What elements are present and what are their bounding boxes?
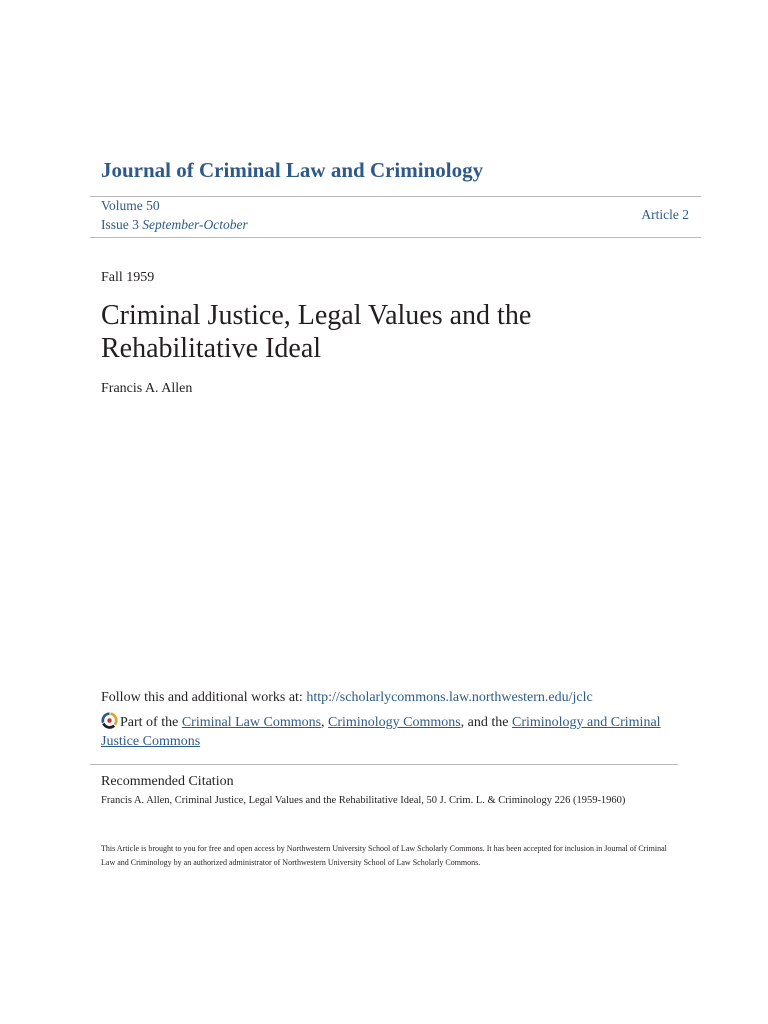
issue-link[interactable]: [101, 217, 248, 233]
issue-season: September-October: [142, 217, 248, 232]
volume-link[interactable]: Volume 50: [101, 198, 160, 213]
header-bottom-rule: [90, 237, 701, 238]
article-title: Criminal Justice, Legal Values and the Rehabilitative Ideal: [101, 300, 532, 364]
follow-url-link[interactable]: http://scholarlycommons.law.northwestern.edu/jclc: [306, 690, 593, 705]
part-of-sep2: , and the: [460, 715, 512, 730]
criminal-law-commons-link[interactable]: Criminal Law Commons: [181, 715, 322, 730]
citation-rule: [90, 764, 678, 765]
follow-line: [101, 690, 593, 706]
journal-title-link[interactable]: Journal of Criminal Law and Criminology: [101, 158, 484, 182]
issue-number: Issue 3: [101, 217, 139, 232]
recommended-citation-heading: Recommended Citation: [101, 774, 234, 789]
criminology-criminal-justice-commons-link[interactable]: Criminology and Criminal Justice Commons: [101, 715, 661, 749]
publication-date: Fall 1959: [101, 270, 155, 285]
part-of-line: [101, 712, 681, 751]
part-of-sep1: ,: [321, 715, 329, 730]
header-top-rule: [90, 196, 701, 197]
network-commons-icon: [101, 712, 118, 729]
part-of-prefix: Part of the: [120, 715, 182, 730]
article-number-link[interactable]: Article 2: [641, 207, 689, 222]
recommended-citation-text: Francis A. Allen, Criminal Justice, Legal Values and the Rehabilitative Ideal, 50 J. Crim. L. & Criminology 226 (1959-1960): [101, 795, 626, 806]
author-name: Francis A. Allen: [101, 381, 193, 396]
follow-label: Follow this and additional works at:: [101, 690, 307, 705]
access-note: This Article is brought to you for free and open access by Northwestern University School of Law Scholarly Commons. It has been accepted for inclusion in Journal of Criminal Law and Criminology by an authorized administrator of Northwestern University School of Law Scholarly Commons.: [101, 844, 667, 867]
criminology-commons-link[interactable]: Criminology Commons: [328, 715, 461, 730]
